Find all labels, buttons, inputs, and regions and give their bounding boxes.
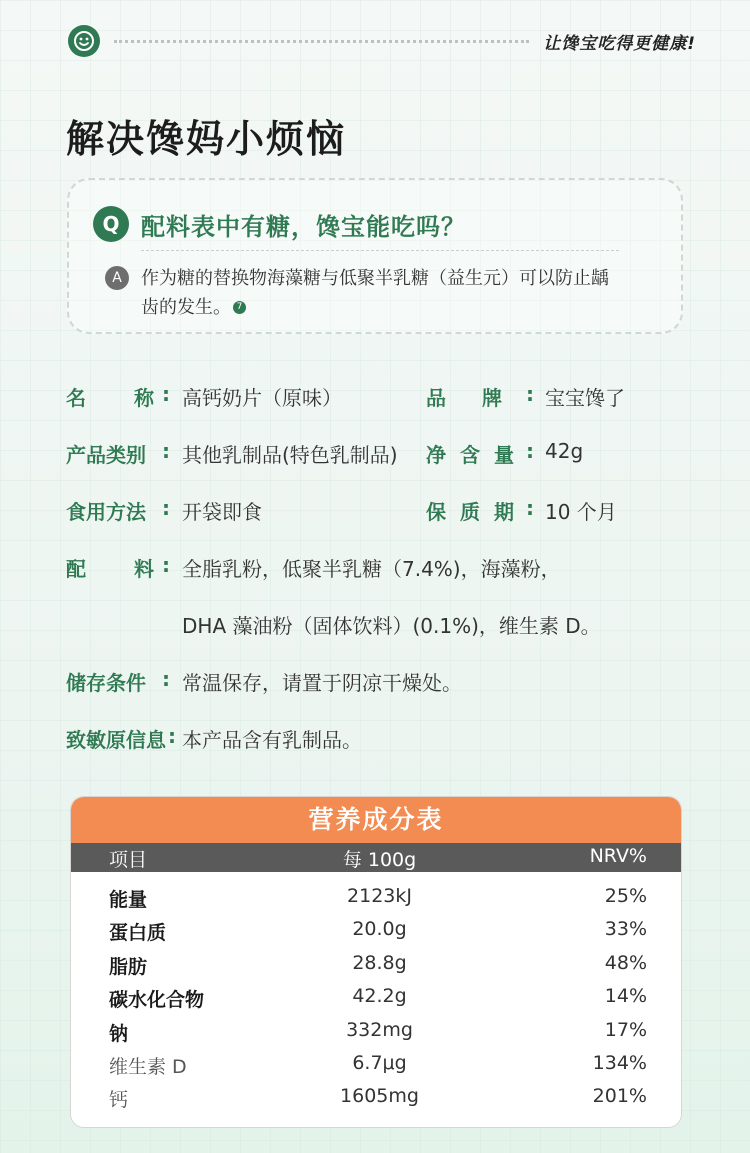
usage-label: 食用方法 — [66, 500, 146, 524]
ingredients-label-char: 料 — [134, 557, 154, 581]
nutrient-name: 维生素 D — [109, 1055, 187, 1078]
table-row — [71, 947, 681, 980]
answer-body: 作为糖的替换物海藻糖与低聚半乳糖（益生元）可以防止龋齿的发生。 — [141, 268, 609, 318]
nutrient-value: 1605mg — [340, 1085, 419, 1108]
nutrient-name: 碳水化合物 — [109, 989, 205, 1012]
nutrient-nrv: 33% — [604, 918, 647, 941]
answer-row — [105, 264, 621, 322]
net-label-char: 量 — [494, 443, 514, 467]
col-item: 项目 — [109, 849, 148, 871]
colon: : — [162, 496, 170, 520]
slogan: 让馋宝吃得更健康! — [543, 33, 696, 54]
brand-label-char: 牌 — [482, 386, 502, 410]
colon: : — [162, 439, 170, 463]
info-row-usage — [66, 496, 686, 553]
smiley-logo-icon — [68, 25, 100, 57]
nutrient-nrv: 14% — [604, 985, 647, 1008]
storage-value: 常温保存，请置于阴凉干燥处。 — [182, 671, 462, 695]
info-row-storage — [66, 667, 686, 724]
nutrient-value: 28.8g — [352, 951, 407, 974]
col-per-100g: 每 100g — [342, 849, 417, 871]
nutrient-value: 2123kJ — [347, 885, 412, 907]
table-row — [71, 913, 681, 946]
product-info — [66, 382, 686, 781]
name-label-char: 称 — [134, 386, 154, 410]
nutrient-nrv: 134% — [592, 1051, 647, 1074]
nutrient-nrv: 48% — [604, 951, 647, 974]
qa-card — [67, 178, 683, 334]
nutrition-table — [70, 796, 682, 1128]
net-label-char: 净 — [426, 443, 446, 467]
nutrient-value: 42.2g — [352, 985, 407, 1008]
nutrient-nrv: 17% — [604, 1018, 647, 1041]
shelf-life-value: 10 个月 — [545, 500, 617, 524]
name-label — [66, 382, 154, 411]
info-row-category — [66, 439, 686, 496]
usage-value: 开袋即食 — [182, 500, 262, 524]
page-title: 解决馋妈小烦恼 — [66, 117, 347, 161]
table-row — [71, 880, 681, 913]
info-row-allergen — [66, 724, 686, 781]
nutrition-rows — [71, 872, 681, 1114]
info-row-ingredients-cont — [66, 610, 686, 667]
table-row — [71, 980, 681, 1013]
brand-label — [426, 382, 502, 411]
nutrient-nrv: 25% — [604, 885, 647, 907]
colon: : — [162, 667, 170, 691]
nutrition-column-headers — [71, 843, 681, 872]
colon: : — [526, 382, 534, 406]
net-content-value: 42g — [545, 439, 584, 463]
question-row — [93, 206, 466, 242]
nutrient-value: 332mg — [346, 1018, 413, 1041]
qa-divider — [141, 250, 619, 251]
nutrient-name: 钙 — [109, 1089, 129, 1112]
colon: : — [162, 382, 170, 406]
storage-label: 储存条件 — [66, 671, 146, 695]
col-nrv: NRV% — [589, 845, 647, 867]
category-label: 产品类别 — [66, 443, 146, 467]
ingredients-line-1: 全脂乳粉，低聚半乳糖（7.4%)，海藻粉， — [182, 557, 561, 581]
nutrition-title: 营养成分表 — [71, 797, 681, 843]
nutrient-value: 6.7μg — [352, 1051, 407, 1074]
name-value: 高钙奶片（原味） — [182, 386, 342, 410]
top-bar — [68, 24, 696, 58]
colon: : — [526, 496, 534, 520]
info-row-ingredients — [66, 553, 686, 610]
ingredients-label — [66, 553, 154, 582]
category-value: 其他乳制品(特色乳制品) — [182, 443, 398, 467]
question-text: 配料表中有糖，馋宝能吃吗？ — [141, 212, 466, 241]
shelf-life-label — [426, 496, 514, 525]
info-row-name — [66, 382, 686, 439]
footnote-marker: 7 — [233, 301, 246, 314]
shelf-label-char: 保 — [426, 500, 446, 524]
nutrient-nrv: 201% — [592, 1085, 647, 1108]
nutrient-name: 能量 — [109, 889, 148, 911]
colon: : — [162, 553, 170, 577]
brand-label-char: 品 — [426, 386, 446, 410]
nutrient-value: 20.0g — [352, 918, 407, 941]
nutrient-name: 钠 — [109, 1022, 129, 1045]
allergen-label: 致敏原信息 — [66, 728, 166, 752]
net-label-char: 含 — [460, 443, 480, 467]
allergen-value: 本产品含有乳制品。 — [182, 728, 362, 752]
answer-badge-icon: A — [105, 266, 129, 290]
answer-text — [141, 264, 621, 322]
table-row — [71, 1047, 681, 1080]
shelf-label-char: 质 — [460, 500, 480, 524]
name-label-char: 名 — [66, 386, 86, 410]
dotted-divider — [114, 40, 529, 43]
table-row — [71, 1014, 681, 1047]
shelf-label-char: 期 — [494, 500, 514, 524]
nutrient-name: 脂肪 — [109, 955, 148, 978]
question-badge-icon: Q — [93, 206, 129, 242]
net-content-label — [426, 439, 514, 468]
table-row — [71, 1080, 681, 1113]
nutrient-name: 蛋白质 — [109, 922, 167, 945]
colon: : — [526, 439, 534, 463]
ingredients-line-2: DHA 藻油粉（固体饮料）(0.1%)，维生素 D。 — [182, 614, 601, 638]
ingredients-label-char: 配 — [66, 557, 86, 581]
colon: : — [168, 724, 176, 748]
brand-value: 宝宝馋了 — [545, 386, 625, 410]
